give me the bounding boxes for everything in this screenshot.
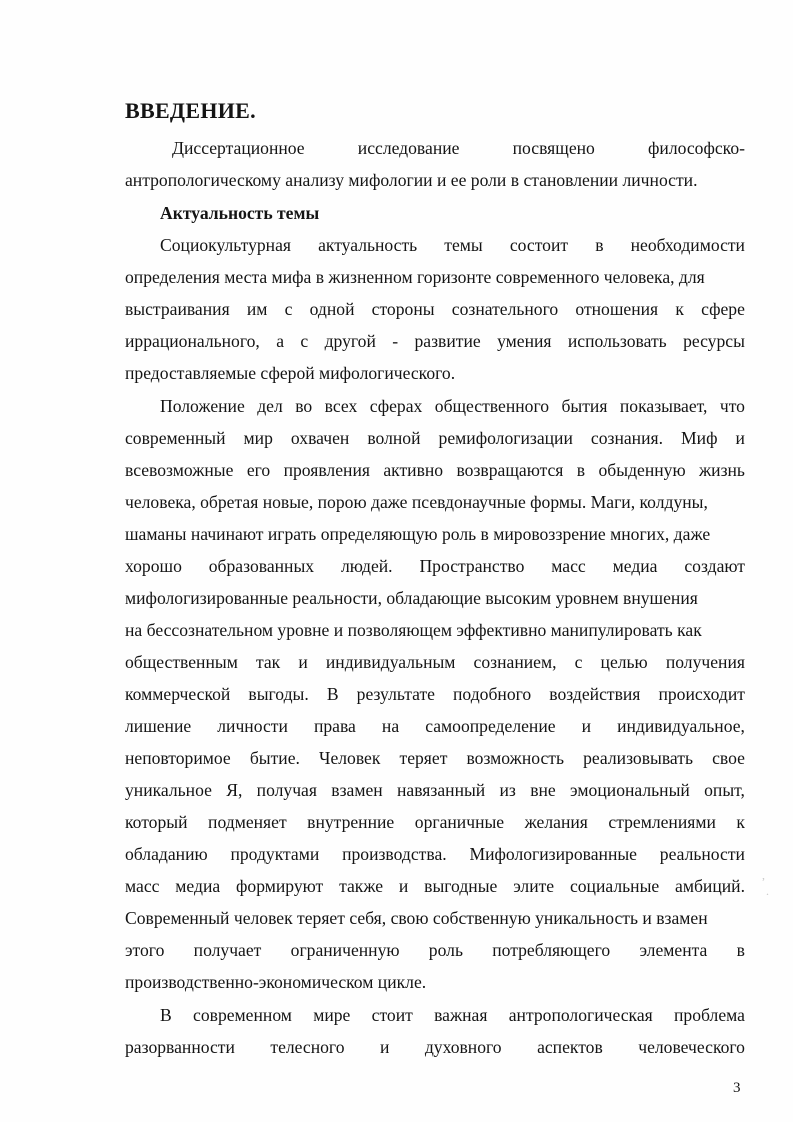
para2-line-19: производственно-экономическом цикле. — [125, 972, 427, 992]
word: и — [298, 652, 308, 672]
word: людей. — [340, 556, 393, 576]
word: этого — [125, 940, 165, 960]
para2-line-2 — [125, 427, 745, 449]
word: умения — [497, 331, 552, 351]
word: из — [499, 780, 516, 800]
word: к — [675, 299, 684, 319]
word: стороны — [371, 299, 435, 319]
word: продуктами — [230, 844, 320, 864]
word: получая — [256, 780, 317, 800]
word: проявления — [283, 460, 370, 480]
word: коммерческой — [125, 684, 231, 704]
word: роль — [428, 940, 463, 960]
word: Социокультурная — [160, 235, 291, 255]
word: свое — [712, 748, 745, 768]
word: жизнь — [699, 460, 745, 480]
para3-line-1 — [160, 1004, 745, 1026]
word: формируют — [236, 876, 324, 896]
word: сферах — [369, 396, 423, 416]
para3-line-2 — [125, 1036, 745, 1058]
word: сознания. — [590, 428, 664, 448]
word: дел — [257, 396, 283, 416]
para2-line-10 — [125, 683, 745, 705]
word: одной — [309, 299, 355, 319]
word: Человек — [319, 748, 381, 768]
word: и — [581, 716, 592, 736]
para2-line-7: мифологизированные реальности, обладающие высоким уровнем внушения — [125, 588, 698, 608]
word: воздействия — [549, 684, 641, 704]
word: духовного — [424, 1037, 502, 1057]
word: активно — [383, 460, 444, 480]
para2-line-3 — [125, 459, 745, 481]
para2-line-8: на бессознательном уровне и позволяющем эффективно манипулировать как — [125, 620, 702, 640]
word: темы — [444, 235, 483, 255]
word: аспектов — [537, 1037, 603, 1057]
word: Диссертационное — [172, 138, 305, 158]
word: другой — [324, 331, 376, 351]
word: охвачен — [290, 428, 350, 448]
word: подобного — [453, 684, 532, 704]
word: результате — [356, 684, 435, 704]
word: с — [284, 299, 293, 319]
word: потребляющего — [492, 940, 611, 960]
word: состоит — [509, 235, 569, 255]
para2-line-9 — [125, 651, 745, 673]
word: посвящено — [512, 138, 595, 158]
para2-line-1 — [160, 395, 745, 417]
word: сознательного — [451, 299, 559, 319]
word: масс — [551, 556, 586, 576]
word: создают — [684, 556, 745, 576]
word: индивидуальным — [325, 652, 456, 672]
section-heading: ВВЕДЕНИЕ. — [125, 98, 256, 123]
word: общественным — [125, 652, 238, 672]
word: выгодные — [424, 876, 498, 896]
word: в — [736, 940, 745, 960]
word: выгоды. — [248, 684, 309, 704]
word: реальности — [659, 844, 745, 864]
word: масс — [125, 876, 160, 896]
word: телесного — [270, 1037, 345, 1057]
word: хорошо — [125, 556, 182, 576]
word: бытия — [561, 396, 608, 416]
word: в — [595, 235, 604, 255]
word: элемента — [639, 940, 708, 960]
page-number: 3 — [733, 1080, 741, 1096]
word: амбиций. — [675, 876, 745, 896]
word: антропологическая — [508, 1005, 653, 1025]
para2-line-11 — [125, 715, 745, 737]
word: Пространство — [419, 556, 525, 576]
word: медиа — [612, 556, 658, 576]
word: иррационального, — [125, 331, 260, 351]
word: ресурсы — [683, 331, 745, 351]
word: а — [276, 331, 285, 351]
word: происходит — [658, 684, 745, 704]
para1-line-5: предоставляемые сферой мифологического. — [125, 363, 456, 383]
word: важная — [434, 1005, 488, 1025]
word: всевозможные — [125, 460, 234, 480]
word: подменяет — [208, 812, 287, 832]
word: на — [381, 716, 400, 736]
word: целью — [600, 652, 648, 672]
word: и — [398, 876, 409, 896]
word: возвращаются — [456, 460, 564, 480]
word: что — [719, 396, 745, 416]
word: актуальность — [318, 235, 418, 255]
word: проблема — [674, 1005, 745, 1025]
word: сфере — [701, 299, 745, 319]
para2-line-14 — [125, 811, 745, 833]
word: мир — [243, 428, 273, 448]
para2-line-4: человека, обретая новые, порою даже псевдонаучные формы. Маги, колдуны, — [125, 492, 708, 512]
word: взамен — [331, 780, 383, 800]
word: всех — [324, 396, 358, 416]
word: права — [313, 716, 356, 736]
word: современный — [125, 428, 226, 448]
word: разорванности — [125, 1037, 235, 1057]
word: его — [246, 460, 271, 480]
word: с — [300, 331, 309, 351]
word: волной — [367, 428, 421, 448]
word: личности — [217, 716, 288, 736]
para1-line-2: определения места мифа в жизненном горизонте современного человека, для — [125, 267, 705, 287]
scan-artifact: , — [762, 868, 765, 882]
para1-line-4 — [125, 330, 745, 352]
subheading-relevance: Актуальность темы — [160, 203, 320, 223]
intro-line-1 — [172, 137, 745, 159]
word: внутренние — [307, 812, 395, 832]
word: Миф — [681, 428, 718, 448]
para2-line-6 — [125, 555, 745, 577]
word: так — [255, 652, 281, 672]
word: органичные — [414, 812, 505, 832]
word: выстраивания — [125, 299, 230, 319]
word: использовать — [567, 331, 667, 351]
word: человеческого — [638, 1037, 745, 1057]
word: эмоциональный — [570, 780, 690, 800]
word: Я, — [226, 780, 243, 800]
word: опыт, — [704, 780, 745, 800]
word: неповторимое — [125, 748, 231, 768]
para2-line-18 — [125, 939, 745, 961]
word: современном — [193, 1005, 292, 1025]
scan-artifact: . — [766, 884, 769, 898]
word: и — [379, 1037, 390, 1057]
word: уникальное — [125, 780, 212, 800]
word: В — [160, 1005, 172, 1025]
word: образованных — [208, 556, 315, 576]
word: мире — [313, 1005, 351, 1025]
word: реализовывать — [583, 748, 693, 768]
word: с — [574, 652, 583, 672]
intro-line-2: антропологическому анализу мифологии и ее роли в становлении личности. — [125, 170, 698, 190]
word: сознанием, — [473, 652, 557, 672]
word: лишение — [125, 716, 192, 736]
word: бытие. — [249, 748, 300, 768]
word: также — [339, 876, 384, 896]
word: стремлениями — [608, 812, 716, 832]
word: развитие — [414, 331, 481, 351]
word: теряет — [399, 748, 448, 768]
word: социальные — [569, 876, 660, 896]
word: отношения — [575, 299, 659, 319]
word: Положение — [160, 396, 245, 416]
word: индивидуальное, — [617, 716, 745, 736]
word: Мифологизированные — [469, 844, 637, 864]
word: показывает, — [619, 396, 708, 416]
word: навязанный — [397, 780, 486, 800]
word: и — [735, 428, 745, 448]
word: стоит — [371, 1005, 413, 1025]
word: обладанию — [125, 844, 208, 864]
para2-line-13 — [125, 779, 745, 801]
word: философско- — [648, 138, 745, 158]
word: который — [125, 812, 188, 832]
word: возможность — [466, 748, 564, 768]
word: В — [326, 684, 339, 704]
word: необходимости — [630, 235, 745, 255]
para2-line-5: шаманы начинают играть определяющую роль в мировоззрение многих, даже — [125, 524, 711, 544]
word: - — [392, 331, 399, 351]
word: ремифологизации — [438, 428, 573, 448]
word: вне — [530, 780, 556, 800]
word: общественного — [434, 396, 550, 416]
word: к — [736, 812, 745, 832]
para1-line-3 — [125, 298, 745, 320]
para2-line-16 — [125, 875, 745, 897]
word: самоопределение — [425, 716, 556, 736]
word: получения — [665, 652, 745, 672]
word: ограниченную — [290, 940, 400, 960]
word: элите — [513, 876, 555, 896]
para2-line-15 — [125, 843, 745, 865]
word: получает — [193, 940, 262, 960]
word: желания — [524, 812, 588, 832]
word: медиа — [175, 876, 221, 896]
word: во — [295, 396, 313, 416]
para1-line-1 — [160, 234, 745, 256]
word: обыденную — [598, 460, 686, 480]
para2-line-17: Современный человек теряет себя, свою собственную уникальность и взамен — [125, 908, 708, 928]
word: им — [246, 299, 268, 319]
word: в — [576, 460, 586, 480]
word: исследование — [357, 138, 460, 158]
word: производства. — [342, 844, 447, 864]
para2-line-12 — [125, 747, 745, 769]
